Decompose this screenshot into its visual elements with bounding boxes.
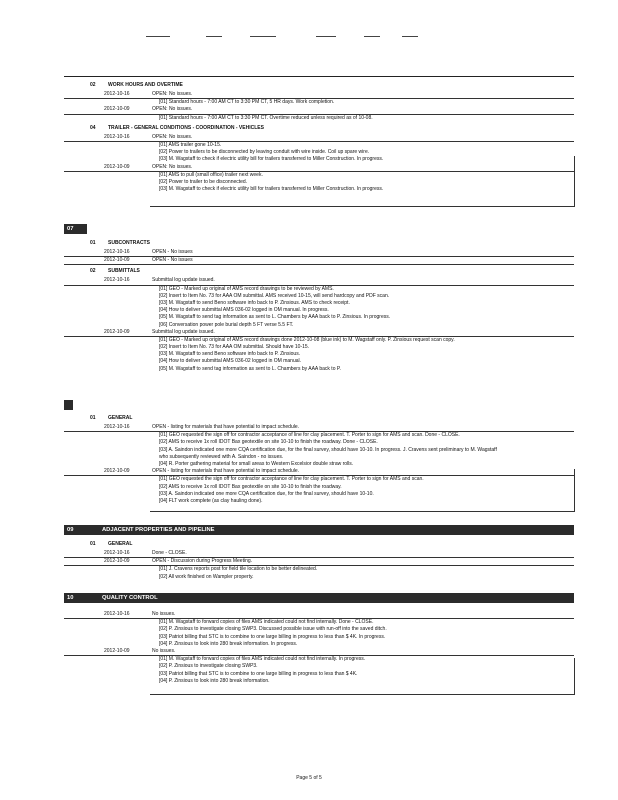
subsection-number: 01	[90, 240, 96, 246]
section-body	[64, 234, 574, 373]
action-item	[64, 566, 574, 573]
subsection-number: 04	[90, 124, 96, 131]
entry-date: 2012-10-09	[104, 163, 130, 170]
action-item-text: [01] AMS trailer gone 10-15.	[159, 141, 222, 148]
date-entry	[64, 257, 574, 265]
subsection-title: GENERAL	[108, 541, 133, 547]
section-label: 07	[67, 226, 74, 232]
action-item	[64, 641, 574, 648]
item-box	[150, 156, 575, 207]
entry-date: 2012-10-09	[104, 328, 130, 335]
entry-status: Submittal log update issued.	[152, 328, 215, 335]
entry-date: 2012-10-16	[104, 133, 130, 140]
action-item-text: [02] AMS to receive 1x roll IDOT Bax geotextile on site 10-10 to finish the roadway. Done - CLOSE.	[159, 439, 378, 446]
entry-date: 2012-10-09	[104, 106, 130, 113]
entry-status: OPEN - listing for materials that have potential to impact schedule.	[152, 468, 300, 475]
section-07	[64, 224, 574, 373]
entry-date: 2012-10-16	[104, 277, 130, 284]
action-item	[64, 99, 574, 106]
entry-date: 2012-10-09	[104, 468, 130, 475]
action-item-text: [01] Standard hours - 7:00 AM CT to 3:30 PM CT, 5 HR days. Work completion.	[159, 99, 335, 106]
page-footer: Page 5 of 5	[296, 775, 322, 781]
action-item	[64, 307, 574, 314]
date-entry	[64, 611, 574, 619]
action-item	[64, 439, 574, 446]
action-item	[64, 432, 574, 439]
action-item-text: [01] GEO - Marked up original of AMS record drawings done 2012-10-08 (blue ink) to M. Wagstaff only. P. Zinsious request scan copy.	[159, 336, 455, 343]
subsection-title: WORK HOURS AND OVERTIME	[108, 82, 183, 88]
entry-status: OPEN: No issues.	[152, 163, 193, 170]
entry-status: OPEN - No issues	[152, 257, 193, 264]
entry-status: Submittal log update issued.	[152, 277, 215, 284]
entry-status: OPEN - Discussion during Progress Meeting.	[152, 558, 253, 565]
subsection-title: SUBMITTALS	[108, 268, 140, 275]
action-item-text: [03] M. Wagstaff to send Beno software info back to P. Zinsious.	[159, 351, 301, 358]
action-item	[64, 634, 574, 641]
date-entry	[64, 91, 574, 99]
entry-status: Done - CLOSE.	[152, 550, 187, 556]
action-item	[64, 322, 574, 329]
action-item-text: [01] GEO requested the sign off for contractor acceptance of line for clay placement. T. Porter to sign for AMS and scan. Done - CLOSE.	[159, 432, 460, 439]
action-item-text: [02] Power to trailers to be disconnected by leaving conduit with wire inside. Coil up spare wire.	[159, 149, 370, 156]
date-entry	[64, 648, 574, 656]
date-entry	[64, 134, 574, 142]
section-bar	[64, 525, 574, 535]
action-item	[64, 351, 574, 358]
action-item-text: [04] P. Zinsious to look into 280 break information.	[159, 677, 270, 684]
section-bar	[64, 593, 574, 603]
action-item	[64, 574, 574, 581]
action-item-text: [03] Patriot billing that STC is to combine to one large billing in progress to less than $ 4K.	[159, 670, 358, 677]
entry-status: No issues.	[152, 611, 176, 617]
section-body	[64, 535, 574, 581]
action-item-text: [05] M. Wagstaff to send tag information as sent to L. Chambers by AAA back to P.	[159, 365, 341, 372]
action-item-text: [02] Insert to Item No. 73 for AAA OM submittal. AMS received 10-15, will send hardcopy and PDF scan.	[159, 292, 390, 299]
section-label: 09	[67, 527, 74, 533]
action-item-text: [06] Conversation power pole burial depth 5 FT verse 5.5 FT.	[159, 321, 294, 328]
action-item-text: [04] FLT work complete (as clay hauling done).	[159, 497, 263, 504]
action-item-text: [03] A. Saindon indicated one more CQA certification due, for the final survey, should have 10-10.	[159, 490, 374, 497]
action-item	[64, 461, 574, 468]
top-mark	[206, 36, 222, 37]
action-item-text: [02] AMS to receive 1x roll IDOT Bax geotextile on site 10-10 to finish the roadway.	[159, 483, 342, 490]
section-09	[64, 525, 574, 581]
action-item-text: [04] P. Zinsious to look into 280 break information. In progress.	[159, 640, 298, 647]
date-entry	[64, 550, 574, 558]
subsection-number: 02	[90, 82, 96, 88]
action-item	[64, 454, 574, 461]
action-item-text: [03] M. Wagstaff to check if electric utility bill for trailers transferred to Miller Construction. In progress.	[159, 186, 384, 193]
action-item-text: [03] A. Saindon indicated one more CQA certification due, for the final survey, should have 10-10. In progress. J. Cravens sent preliminary to M. Wagstaff	[159, 446, 497, 453]
date-entry	[64, 329, 574, 337]
action-item-text: [04] How to deliver submittal AMS 036-02 logged in OM manual.	[159, 358, 302, 365]
action-item-text: [03] M. Wagstaff to send Beno software info back to P. Zinsious. AMS to check receipt.	[159, 299, 350, 306]
action-item	[64, 619, 574, 626]
action-item-text: [04] R. Porter gathering material for small areas to Western Excelsior double straw rolls.	[159, 460, 354, 467]
action-item	[64, 626, 574, 633]
subsection-heading	[64, 82, 574, 91]
action-item-text: [01] GEO - Marked up original of AMS record drawings to be reviewed by AMS.	[159, 285, 334, 292]
subsection-number: 01	[90, 541, 96, 547]
action-item	[64, 358, 574, 365]
entry-date: 2012-10-16	[104, 424, 130, 430]
subsection-heading	[64, 125, 574, 134]
entry-date: 2012-10-16	[104, 550, 130, 556]
action-item-text: [01] AMS to pull (small office) trailer next week.	[159, 171, 263, 178]
action-item-text: [03] M. Wagstaff to check if electric utility bill for trailers transferred to Miller Construction. In progress.	[159, 156, 384, 163]
date-entry	[64, 558, 574, 566]
section-bar	[64, 400, 73, 410]
entry-status: OPEN - No issues	[152, 249, 193, 255]
action-item	[64, 314, 574, 321]
action-item-text: [05] M. Wagstaff to send tag information as sent to L. Chambers by AAA back to P. Zinsious. In progress.	[159, 314, 391, 321]
action-item	[64, 300, 574, 307]
entry-status: OPEN: No issues.	[152, 91, 193, 97]
date-entry	[64, 106, 574, 114]
top-mark	[364, 36, 380, 37]
section-bar	[64, 224, 87, 234]
action-item	[64, 293, 574, 300]
action-item-text: [01] GEO requested the sign off for contractor acceptance of line for clay placement. T. Porter to sign for AMS and scan.	[159, 476, 424, 483]
action-item	[64, 344, 574, 351]
entry-date: 2012-10-16	[104, 249, 130, 255]
section-label: 10	[67, 595, 74, 601]
action-item-text: [01] J. Cravens reports post for field tile location to be better delineated.	[159, 566, 318, 573]
entry-date: 2012-10-09	[104, 558, 130, 565]
action-item-text: [02] Power to trailer to be disconnected.	[159, 178, 248, 185]
entry-date: 2012-10-09	[104, 647, 130, 654]
action-item-text: [02] P. Zinsious to investigate closing SWP3. Discussed possible issue with run-off into the saved ditch.	[159, 626, 387, 633]
entry-status: No issues.	[152, 647, 176, 654]
section-title: QUALITY CONTROL	[102, 595, 158, 601]
subsection-heading	[64, 268, 574, 277]
entry-date: 2012-10-16	[104, 91, 130, 97]
action-item	[64, 286, 574, 293]
action-item	[64, 115, 574, 122]
date-entry	[64, 424, 574, 432]
action-item-text: who subsequently reviewed with A. Saindon - no issues.	[159, 453, 284, 460]
top-mark	[402, 36, 418, 37]
action-item-text: [02] P. Zinsious to investigate closing SWP3.	[159, 663, 258, 670]
subsection-heading	[64, 415, 574, 424]
action-item-text: [02] All work finished on Wampler property.	[159, 573, 254, 580]
action-item-text: [01] M. Wagstaff to forward copies of files AMS indicated could not find internally. In progress.	[159, 656, 366, 663]
subsection-heading	[64, 240, 574, 249]
item-box	[150, 658, 575, 695]
entry-date: 2012-10-09	[104, 257, 130, 264]
action-item	[64, 366, 574, 373]
action-item-text: [03] Patriot billing that STC is to combine to one large billing in progress to less than $ 4K. In progress.	[159, 633, 386, 640]
top-mark	[250, 36, 276, 37]
action-item	[64, 142, 574, 149]
action-item-text: [04] How to deliver submittal AMS 036-02 logged in OM manual. In progress.	[159, 307, 329, 314]
subsection-heading	[64, 541, 574, 550]
subsection-title: GENERAL	[108, 415, 133, 421]
subsection-title: SUBCONTRACTS	[108, 240, 150, 246]
entry-status: OPEN: No issues.	[152, 133, 193, 140]
section-title: ADJACENT PROPERTIES AND PIPELINE	[102, 527, 215, 533]
entry-status: OPEN: No issues.	[152, 106, 193, 113]
date-entry	[64, 249, 574, 257]
action-item	[64, 337, 574, 344]
top-mark	[146, 36, 170, 37]
subsection-title: TRAILER - GENERAL CONDITIONS - COORDINATION - VEHICLES	[108, 124, 264, 131]
action-item	[64, 447, 574, 454]
action-item-text: [01] M. Wagstaff to forward copies of files AMS indicated could not find internally. Done - CLOSE.	[159, 619, 374, 626]
action-item-text: [01] Standard hours - 7:00 AM CT to 3:30 PM CT. Overtime reduced unless required as of 10-08.	[159, 114, 373, 121]
subsection-number: 01	[90, 415, 96, 421]
subsection-number: 02	[90, 268, 96, 275]
item-box	[150, 469, 575, 512]
entry-date: 2012-10-16	[104, 611, 130, 617]
action-item-text: [02] Insert to Item No. 73 for AAA OM submittal. Should have 10-15.	[159, 344, 310, 351]
top-mark	[316, 36, 336, 37]
date-entry	[64, 277, 574, 285]
entry-status: OPEN - listing for materials that have potential to impact schedule.	[152, 424, 300, 430]
